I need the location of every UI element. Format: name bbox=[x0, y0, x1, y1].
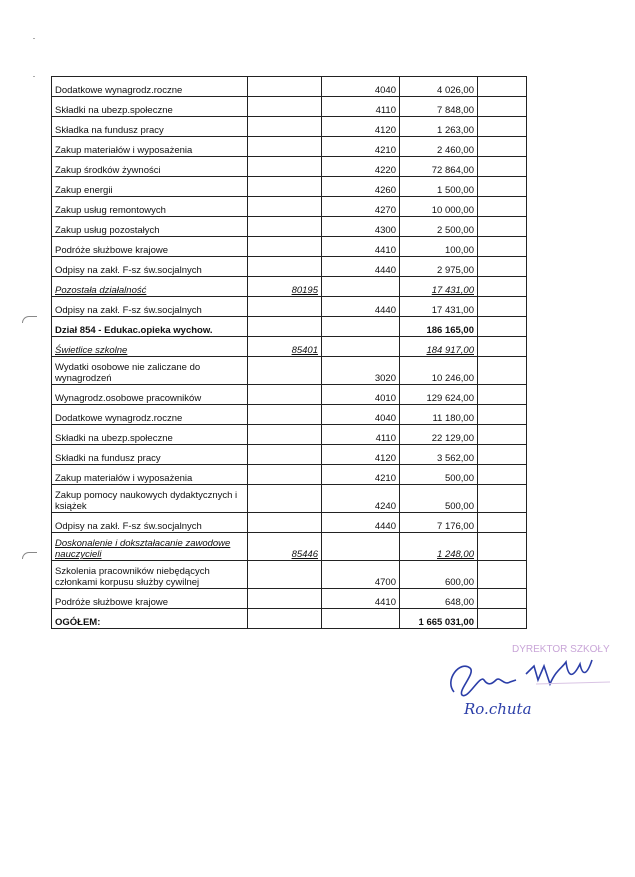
table-row bbox=[52, 405, 527, 425]
row-code: 4120 bbox=[322, 445, 400, 465]
row-name: Zakup pomocy naukowych dydaktycznych i książek bbox=[52, 485, 248, 513]
section-amount: 17 431,00 bbox=[400, 277, 478, 297]
section-code: 80195 bbox=[248, 277, 322, 297]
row-extra bbox=[478, 485, 527, 513]
row-name: Składki na ubezp.społeczne bbox=[52, 97, 248, 117]
punch-hole-mark bbox=[22, 552, 37, 559]
scan-speck bbox=[33, 76, 35, 77]
section-amount: 1 248,00 bbox=[400, 533, 478, 561]
row-amount: 1 263,00 bbox=[400, 117, 478, 137]
scan-speck bbox=[33, 38, 35, 39]
row-amount: 500,00 bbox=[400, 465, 478, 485]
director-stamp-signature bbox=[440, 640, 620, 725]
table-row bbox=[52, 465, 527, 485]
row-amount: 22 129,00 bbox=[400, 425, 478, 445]
table-row bbox=[52, 117, 527, 137]
row-code: 4110 bbox=[322, 425, 400, 445]
row-code: 4410 bbox=[322, 589, 400, 609]
row-name: Zakup środków żywności bbox=[52, 157, 248, 177]
section-name: Doskonalenie i dokształacanie zawodowe nauczycieli bbox=[52, 533, 248, 561]
row-section bbox=[248, 561, 322, 589]
row-section bbox=[248, 157, 322, 177]
row-extra bbox=[478, 445, 527, 465]
row-extra bbox=[478, 177, 527, 197]
table-row bbox=[52, 77, 527, 97]
row-amount: 1 500,00 bbox=[400, 177, 478, 197]
row-section bbox=[248, 609, 322, 629]
row-extra bbox=[478, 561, 527, 589]
budget-table bbox=[51, 76, 527, 629]
row-amount: 648,00 bbox=[400, 589, 478, 609]
row-section bbox=[248, 445, 322, 465]
row-extra bbox=[478, 405, 527, 425]
row-name: Szkolenia pracowników niebędących członkami korpusu służby cywilnej bbox=[52, 561, 248, 589]
row-amount: 7 176,00 bbox=[400, 513, 478, 533]
row-section bbox=[248, 465, 322, 485]
total-row bbox=[52, 609, 527, 629]
table-row bbox=[52, 177, 527, 197]
row-section bbox=[248, 97, 322, 117]
table-row bbox=[52, 157, 527, 177]
row-code: 4700 bbox=[322, 561, 400, 589]
row-extra bbox=[478, 217, 527, 237]
table-row bbox=[52, 297, 527, 317]
row-amount: 100,00 bbox=[400, 237, 478, 257]
signature-note: Ro.chuta bbox=[464, 700, 532, 718]
signature-initials bbox=[526, 660, 592, 684]
row-section bbox=[248, 385, 322, 405]
section-row bbox=[52, 533, 527, 561]
table-row bbox=[52, 485, 527, 513]
row-section bbox=[248, 425, 322, 445]
row-code: 4220 bbox=[322, 157, 400, 177]
row-section bbox=[248, 137, 322, 157]
section-amount: 184 917,00 bbox=[400, 337, 478, 357]
row-amount: 2 975,00 bbox=[400, 257, 478, 277]
row-amount: 7 848,00 bbox=[400, 97, 478, 117]
row-code: 4120 bbox=[322, 117, 400, 137]
punch-hole-mark bbox=[22, 316, 37, 323]
row-extra bbox=[478, 385, 527, 405]
signature-scribble bbox=[451, 666, 516, 695]
division-amount: 186 165,00 bbox=[400, 317, 478, 337]
row-extra bbox=[478, 357, 527, 385]
section-name: Pozostała działalność bbox=[52, 277, 248, 297]
row-extra bbox=[478, 117, 527, 137]
row-section bbox=[248, 217, 322, 237]
table-row bbox=[52, 257, 527, 277]
row-extra bbox=[478, 337, 527, 357]
row-extra bbox=[478, 425, 527, 445]
row-extra bbox=[478, 257, 527, 277]
row-amount: 129 624,00 bbox=[400, 385, 478, 405]
row-section bbox=[248, 197, 322, 217]
table-row bbox=[52, 513, 527, 533]
row-extra bbox=[478, 533, 527, 561]
row-code: 4260 bbox=[322, 177, 400, 197]
division-name: Dział 854 - Edukac.opieka wychow. bbox=[52, 317, 248, 337]
row-name: Zakup usług remontowych bbox=[52, 197, 248, 217]
row-extra bbox=[478, 237, 527, 257]
row-amount: 3 562,00 bbox=[400, 445, 478, 465]
row-extra bbox=[478, 97, 527, 117]
row-extra bbox=[478, 297, 527, 317]
row-extra bbox=[478, 317, 527, 337]
row-code: 4040 bbox=[322, 405, 400, 425]
row-section bbox=[248, 237, 322, 257]
row-code: 4440 bbox=[322, 513, 400, 533]
row-name: Zakup materiałów i wyposażenia bbox=[52, 137, 248, 157]
row-name: Dodatkowe wynagrodz.roczne bbox=[52, 405, 248, 425]
row-code: 4210 bbox=[322, 137, 400, 157]
table-row bbox=[52, 385, 527, 405]
row-section bbox=[248, 257, 322, 277]
row-name: Podróże służbowe krajowe bbox=[52, 589, 248, 609]
row-name: Składki na ubezp.społeczne bbox=[52, 425, 248, 445]
row-section bbox=[248, 117, 322, 137]
row-code: 4110 bbox=[322, 97, 400, 117]
row-extra bbox=[478, 513, 527, 533]
row-section bbox=[248, 485, 322, 513]
row-extra bbox=[478, 589, 527, 609]
row-amount: 2 500,00 bbox=[400, 217, 478, 237]
stamp-title: DYREKTOR SZKOŁY bbox=[512, 644, 610, 655]
row-section bbox=[248, 177, 322, 197]
row-code: 4440 bbox=[322, 297, 400, 317]
row-amount: 17 431,00 bbox=[400, 297, 478, 317]
row-code: 4440 bbox=[322, 257, 400, 277]
row-code bbox=[322, 533, 400, 561]
table-row bbox=[52, 561, 527, 589]
section-code: 85446 bbox=[248, 533, 322, 561]
row-section bbox=[248, 317, 322, 337]
row-name: Podróże służbowe krajowe bbox=[52, 237, 248, 257]
table-row bbox=[52, 197, 527, 217]
table-row bbox=[52, 589, 527, 609]
row-name: Dodatkowe wynagrodz.roczne bbox=[52, 77, 248, 97]
row-section bbox=[248, 405, 322, 425]
section-code: 85401 bbox=[248, 337, 322, 357]
row-amount: 500,00 bbox=[400, 485, 478, 513]
row-name: Wynagrodz.osobowe pracowników bbox=[52, 385, 248, 405]
row-section bbox=[248, 297, 322, 317]
row-name: Składki na fundusz pracy bbox=[52, 445, 248, 465]
row-extra bbox=[478, 609, 527, 629]
row-name: Zakup usług pozostałych bbox=[52, 217, 248, 237]
row-code: 4210 bbox=[322, 465, 400, 485]
table-row bbox=[52, 425, 527, 445]
row-code bbox=[322, 337, 400, 357]
row-code: 4040 bbox=[322, 77, 400, 97]
section-name: Świetlice szkolne bbox=[52, 337, 248, 357]
row-code: 4410 bbox=[322, 237, 400, 257]
row-amount: 4 026,00 bbox=[400, 77, 478, 97]
stamp-text-smudge bbox=[536, 682, 610, 684]
row-section bbox=[248, 77, 322, 97]
row-amount: 600,00 bbox=[400, 561, 478, 589]
table-row bbox=[52, 357, 527, 385]
row-code: 3020 bbox=[322, 357, 400, 385]
row-code bbox=[322, 609, 400, 629]
table-row bbox=[52, 445, 527, 465]
total-amount: 1 665 031,00 bbox=[400, 609, 478, 629]
division-row bbox=[52, 317, 527, 337]
row-name: Odpisy na zakł. F-sz św.socjalnych bbox=[52, 513, 248, 533]
table-row bbox=[52, 97, 527, 117]
row-extra bbox=[478, 77, 527, 97]
row-name: Wydatki osobowe nie zaliczane do wynagrodzeń bbox=[52, 357, 248, 385]
row-name: Odpisy na zakł. F-sz św.socjalnych bbox=[52, 297, 248, 317]
row-amount: 2 460,00 bbox=[400, 137, 478, 157]
row-code: 4300 bbox=[322, 217, 400, 237]
row-code: 4010 bbox=[322, 385, 400, 405]
row-name: Zakup energii bbox=[52, 177, 248, 197]
row-amount: 10 246,00 bbox=[400, 357, 478, 385]
row-section bbox=[248, 589, 322, 609]
row-code bbox=[322, 317, 400, 337]
row-amount: 72 864,00 bbox=[400, 157, 478, 177]
row-extra bbox=[478, 197, 527, 217]
table-row bbox=[52, 217, 527, 237]
row-extra bbox=[478, 277, 527, 297]
row-code bbox=[322, 277, 400, 297]
table-row bbox=[52, 237, 527, 257]
row-amount: 11 180,00 bbox=[400, 405, 478, 425]
table-row bbox=[52, 137, 527, 157]
row-amount: 10 000,00 bbox=[400, 197, 478, 217]
row-section bbox=[248, 357, 322, 385]
row-name: Odpisy na zakł. F-sz św.socjalnych bbox=[52, 257, 248, 277]
row-code: 4240 bbox=[322, 485, 400, 513]
row-extra bbox=[478, 465, 527, 485]
section-row bbox=[52, 337, 527, 357]
row-name: Zakup materiałów i wyposażenia bbox=[52, 465, 248, 485]
row-code: 4270 bbox=[322, 197, 400, 217]
section-row bbox=[52, 277, 527, 297]
total-label: OGÓŁEM: bbox=[52, 609, 248, 629]
row-extra bbox=[478, 137, 527, 157]
row-section bbox=[248, 513, 322, 533]
row-name: Składka na fundusz pracy bbox=[52, 117, 248, 137]
row-extra bbox=[478, 157, 527, 177]
